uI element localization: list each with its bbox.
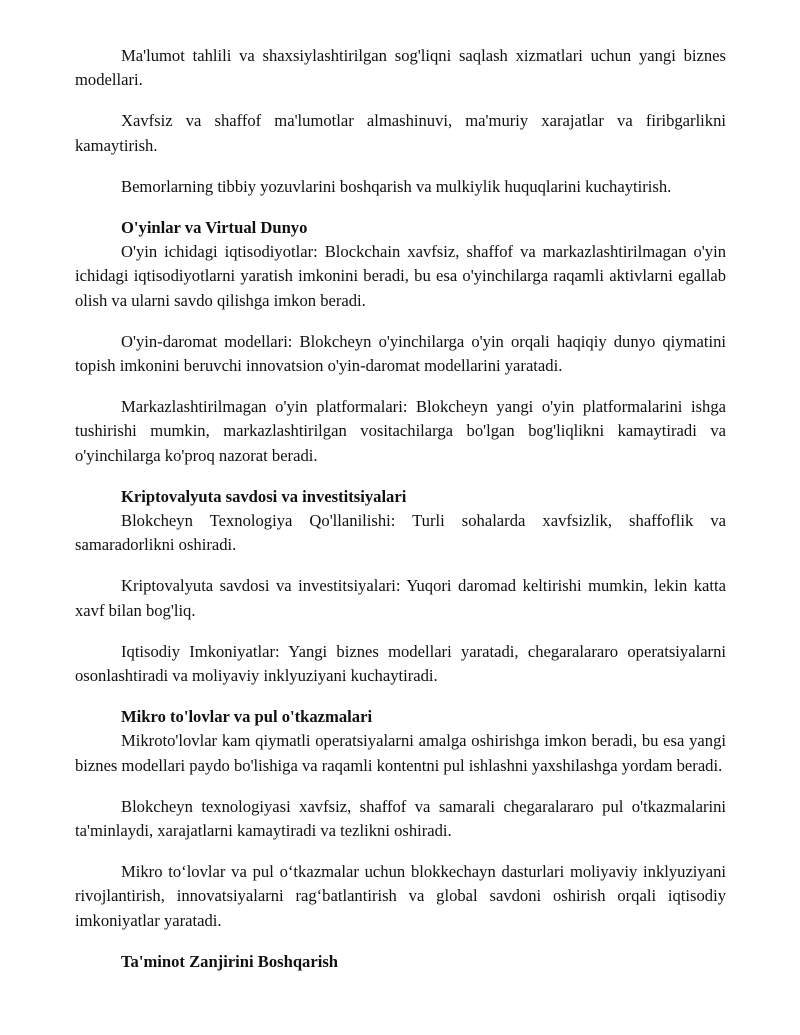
section-supply-chain <box>75 950 726 974</box>
section-paragraph: Kriptovalyuta savdosi va investitsiyalari: Yuqori daromad keltirishi mumkin, lekin katta xavf bilan bog'liq. <box>75 576 726 620</box>
section-heading: O'yinlar va Virtual Dunyo <box>121 218 308 238</box>
section-paragraph: Blokcheyn texnologiyasi xavfsiz, shaffof va samarali chegaralararo pul o'tkazmalarini ta'minlaydi, xarajatlarni kamaytiradi va tezlikni oshiradi. <box>75 796 726 841</box>
section-paragraph: Mikroto'lovlar kam qiymatli operatsiyalarni amalga oshirishga imkon beradi, bu esa yangi biznes modellari paydo bo'lishiga va raqamli kontentni pul ishlashni yaxshilashga yordam beradi. <box>75 731 726 775</box>
section-paragraph: Blokcheyn Texnologiya Qo'llanilishi: Turli sohalarda xavfsizlik, shaffoflik va samaradorlikni oshiradi. <box>75 511 726 555</box>
section-paragraph: O'yin ichidagi iqtisodiyotlar: Blockchain xavfsiz, shaffof va markazlashtirilmagan o'yin ichidagi iqtisodiyotlarni yaratish imkonini beradi, bu esa o'yinchilarga raqamli aktivlarni egallab olish va ularni savdo qilishga imkon beradi. <box>75 242 726 310</box>
intro-paragraph-2: Xavfsiz va shaffof ma'lumotlar almashinuvi, ma'muriy xarajatlar va firibgarlikni kamaytirish. <box>75 111 726 155</box>
section-heading: Mikro to'lovlar va pul o'tkazmalari <box>121 707 373 727</box>
section-paragraph: Mikro to‘lovlar va pul o‘tkazmalar uchun blokkechayn dasturlari moliyaviy inklyuziyani rivojlantirish, innovatsiyalarni rag‘batlantirish va global savdoni oshirish orqali iqtisodiy imkoniyatlar yaratadi. <box>75 862 726 930</box>
intro-paragraph-3: Bemorlarning tibbiy yozuvlarini boshqarish va mulkiylik huquqlarini kuchaytirish. <box>121 176 672 196</box>
section-paragraph: Iqtisodiy Imkoniyatlar: Yangi biznes modellari yaratadi, chegaralararo operatsiyalarni osonlashtiradi va moliyaviy inklyuziyani kuchaytiradi. <box>75 641 726 686</box>
section-micropayments <box>75 705 726 933</box>
intro-paragraph-1: Ma'lumot tahlili va shaxsiylashtirilgan sog'liqni saqlash xizmatlari uchun yangi biznes modellari. <box>75 46 726 90</box>
section-paragraph: O'yin-daromat modellari: Blokcheyn o'yinchilarga o'yin orqali haqiqiy dunyo qiymatini topish imkonini beruvchi innovatsion o'yin-daromat modellarini yaratadi. <box>75 331 726 376</box>
section-crypto-trading <box>75 485 726 688</box>
section-paragraph: Markazlashtirilmagan o'yin platformalari: Blokcheyn yangi o'yin platformalarini ishga tushirishi mumkin, markazlashtirilgan vositachilarga bo'lgan bog'liqlikni kamaytiradi va o'yinchilarga ko'proq nazorat beradi. <box>75 397 726 465</box>
document-page <box>75 44 726 974</box>
section-gaming <box>75 216 726 468</box>
section-heading: Ta'minot Zanjirini Boshqarish <box>121 951 339 971</box>
section-heading: Kriptovalyuta savdosi va investitsiyalari <box>121 486 407 506</box>
